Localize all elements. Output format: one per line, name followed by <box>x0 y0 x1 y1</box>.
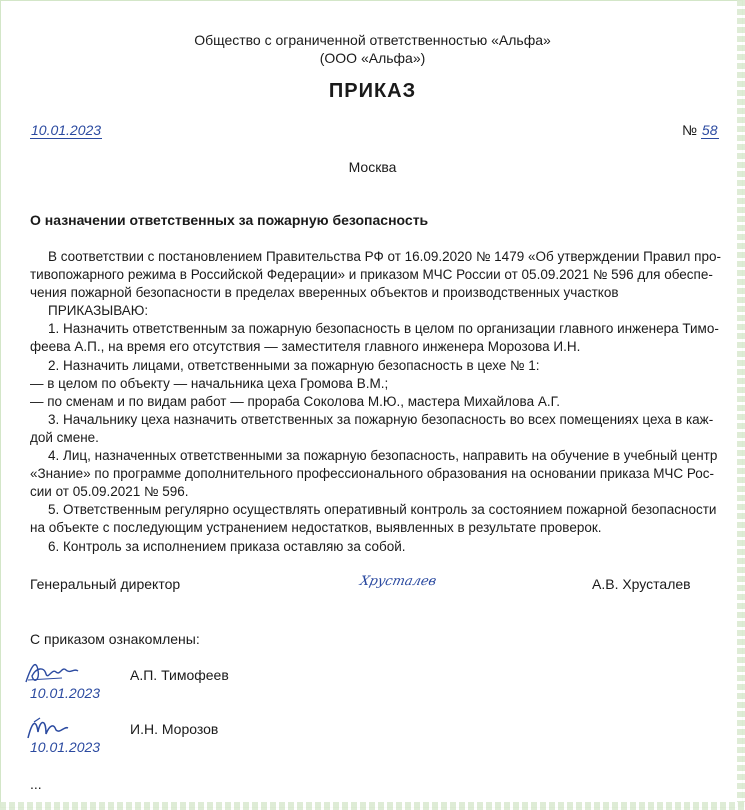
order-date <box>30 121 102 139</box>
page-edge-bottom <box>0 802 745 810</box>
body-line: «Знание» по программе дополнительного профессионального образования на основании приказа МЧС Рос- <box>30 466 715 481</box>
body-line: 4. Лиц, назначенных ответственными за пожарную безопасность, направить на обучение в учебный центр <box>48 448 718 463</box>
body-line: — в целом по объекту — начальника цеха Громова В.М.; <box>30 376 389 391</box>
order-date-value: 10.01.2023 <box>31 122 102 138</box>
body-line: чения пожарной безопасности в пределах вверенных объектов и производственных участков <box>30 285 619 300</box>
body-line: 5. Ответственным регулярно осуществлять оперативный контроль за состоянием пожарной безопасности <box>48 502 717 517</box>
order-number-value: 58 <box>701 122 718 138</box>
body-line: 1. Назначить ответственным за пожарную безопасность в целом по организации главного инженера Тимо- <box>48 321 719 336</box>
body-line: 2. Назначить лицами, ответственными за пожарную безопасность в цехе № 1: <box>48 358 540 373</box>
signer-name: А.В. Хрусталев <box>592 576 691 592</box>
body-line: В соответствии с постановлением Правительства РФ от 16.09.2020 № 1479 «Об утверждении Правил про- <box>48 249 722 264</box>
body-line: 3. Начальнику цеха назначить ответственных за пожарную безопасность во всех помещениях цеха в каж- <box>48 412 714 427</box>
acknowledgement-heading: С приказом ознакомлены: <box>30 631 200 647</box>
body-line: сии от 05.09.2021 № 596. <box>30 484 189 499</box>
company-short-name: (ООО «Альфа») <box>319 50 426 66</box>
morozov-ack-date: 10.01.2023 <box>30 739 101 755</box>
body-line: 6. Контроль за исполнением приказа оставляю за собой. <box>48 539 406 554</box>
ellipsis: ... <box>30 776 42 792</box>
director-handwritten-signature: Хрусталев <box>358 574 438 589</box>
timofeev-ack-date: 10.01.2023 <box>30 685 101 701</box>
body-line: на объекте с последующим устранением недостатков, выявленных в результате проверок. <box>30 520 602 535</box>
company-full-name: Общество с ограниченной ответственностью «Альфа» <box>194 32 551 48</box>
body-line: тивопожарного режима в Российской Федерации» и приказом МЧС России от 05.09.2021 № 596 для обеспе- <box>30 267 713 282</box>
body-line: дой смене. <box>30 430 99 445</box>
order-subject: О назначении ответственных за пожарную безопасность <box>30 212 429 228</box>
order-number-label: № <box>682 122 698 138</box>
body-line: феева А.П., на время его отсутствия — заместителя главного инженера Морозова И.Н. <box>30 339 581 354</box>
city: Москва <box>348 159 397 175</box>
order-keyword: ПРИКАЗЫВАЮ: <box>48 303 149 318</box>
body-line: — по сменам и по видам работ — прораба Соколова М.Ю., мастера Михайлова А.Г. <box>30 394 561 409</box>
timofeev-name: А.П. Тимофеев <box>130 667 229 683</box>
signer-position: Генеральный директор <box>30 576 181 592</box>
order-number <box>682 121 719 139</box>
morozov-name: И.Н. Морозов <box>130 721 219 737</box>
document-title: ПРИКАЗ <box>328 80 417 102</box>
page-edge-right <box>737 0 745 810</box>
